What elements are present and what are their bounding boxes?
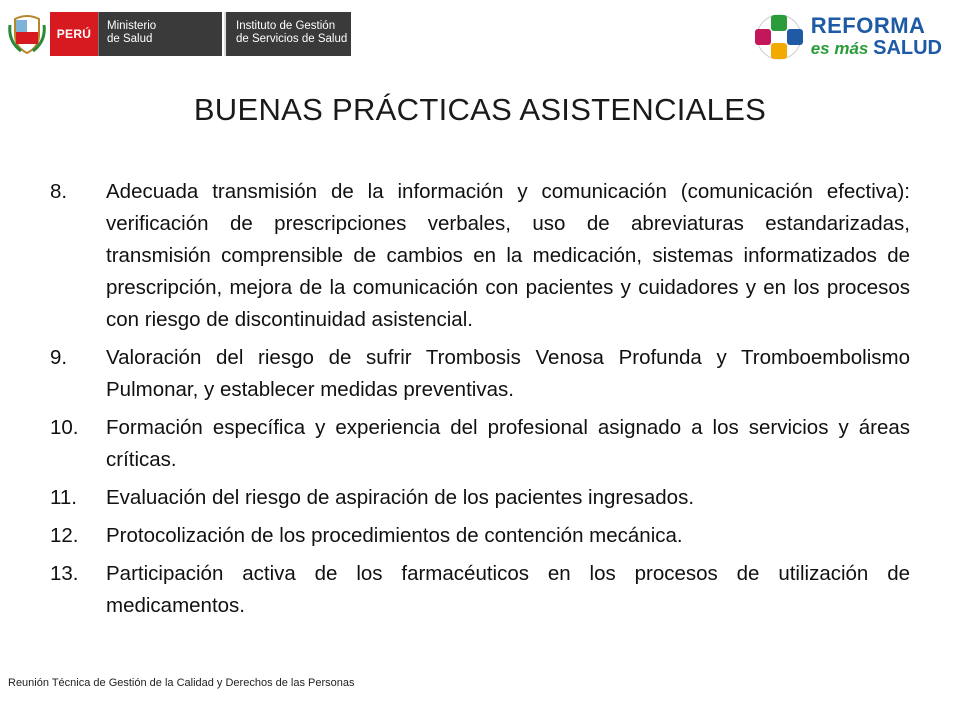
- list-item: [50, 342, 910, 406]
- reforma-tagline-a: es más: [810, 38, 869, 58]
- list-item: [50, 176, 910, 336]
- footer-text: Reunión Técnica de Gestión de la Calidad y Derechos de las Personas: [8, 677, 355, 689]
- item-number: 12.: [50, 524, 79, 547]
- item-text: Valoración del riesgo de sufrir Trombosis Venosa Profunda y Tromboembolismo Pulmonar, y establecer medidas preventivas.: [106, 346, 910, 401]
- item-number: 11.: [50, 486, 77, 509]
- institute-line-1: Instituto de Gestión: [236, 20, 336, 32]
- list-item: [50, 558, 910, 622]
- item-number: 10.: [50, 416, 79, 439]
- list-item: [50, 482, 910, 514]
- list-item: [50, 412, 910, 476]
- item-number: 8.: [50, 180, 68, 203]
- government-logo-bar: [4, 12, 351, 56]
- ministry-line-2: de Salud: [107, 33, 153, 45]
- item-text: Formación específica y experiencia del profesional asignado a los servicios y áreas críticas.: [106, 416, 910, 471]
- practices-list: [50, 176, 910, 628]
- slide-title: BUENAS PRÁCTICAS ASISTENCIALES: [193, 92, 767, 127]
- list-item: [50, 520, 910, 552]
- ministry-line-1: Ministerio: [107, 20, 157, 32]
- reforma-word: REFORMA: [810, 12, 926, 38]
- institute-line-2: de Servicios de Salud: [236, 33, 348, 45]
- item-number: 9.: [50, 346, 68, 369]
- peru-label: PERÚ: [50, 12, 98, 56]
- institute-label: [224, 12, 351, 56]
- item-text: Protocolización de los procedimientos de contención mecánica.: [106, 524, 683, 547]
- item-text: Evaluación del riesgo de aspiración de los pacientes ingresados.: [106, 486, 695, 509]
- item-text: Adecuada transmisión de la información y comunicación (comunicación efectiva): verificación de prescripciones verbales, uso de abreviaturas estandarizadas, transmisión comprensible de cambios en la medicación, sistemas informatizados de prescripción, mejora de la comunicación con pacientes y cuidadores y en los procesos con riesgo de discontinuidad asistencial.: [106, 180, 910, 331]
- ministry-label: [98, 12, 222, 56]
- item-number: 13.: [50, 562, 79, 585]
- reforma-logo: [751, 10, 942, 64]
- reforma-cross-icon: [751, 11, 807, 63]
- item-text: Participación activa de los farmacéuticos en los procesos de utilización de medicamentos.: [106, 562, 910, 617]
- reforma-tagline-b: SALUD: [873, 36, 942, 59]
- peru-coat-of-arms-icon: [4, 12, 50, 56]
- reforma-tagline: [811, 37, 942, 60]
